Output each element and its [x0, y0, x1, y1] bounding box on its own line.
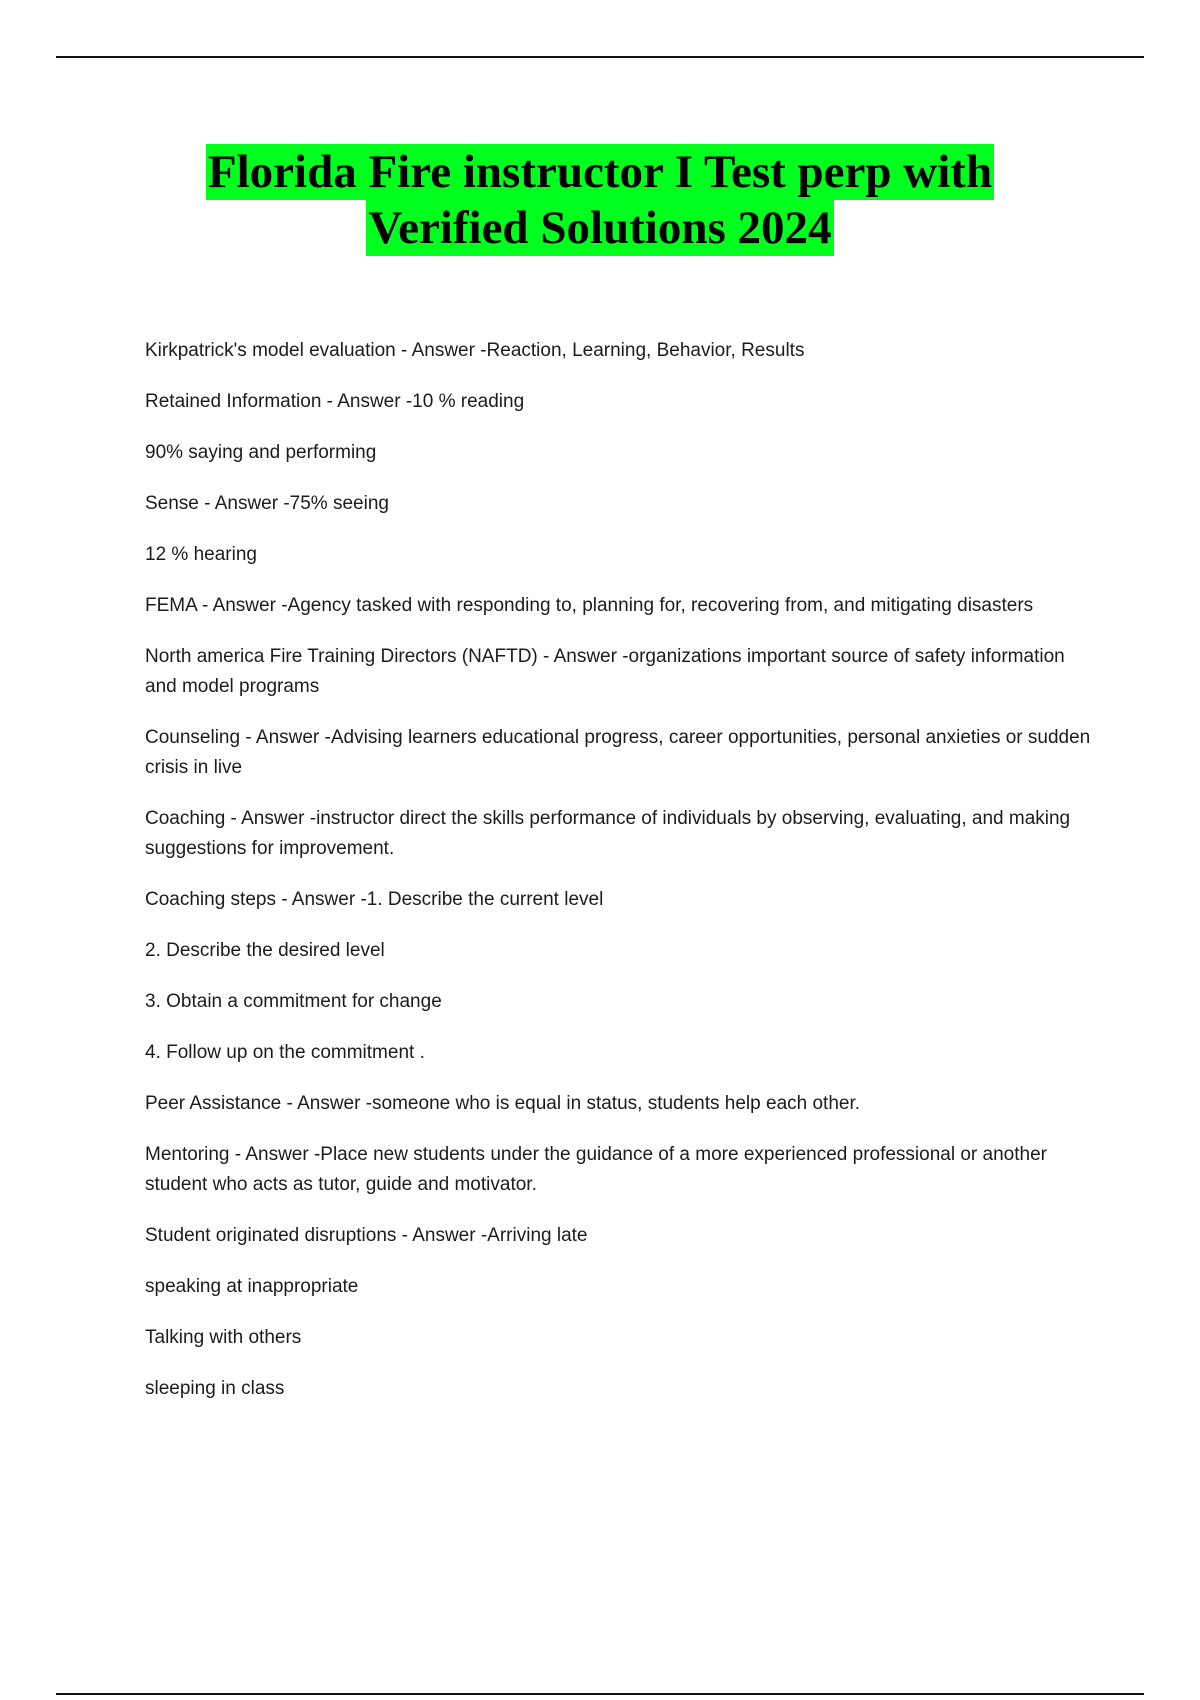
qa-entry: 90% saying and performing — [145, 442, 377, 463]
document-title — [0, 144, 1200, 256]
qa-entry: Sense - Answer -75% seeing — [145, 493, 389, 514]
qa-entry: 3. Obtain a commitment for change — [145, 991, 442, 1012]
qa-entry: Student originated disruptions - Answer -Arriving late — [145, 1225, 588, 1246]
top-rule — [56, 56, 1144, 58]
qa-entry: Mentoring - Answer -Place new students under the guidance of a more experienced professional or another student who acts as tutor, guide and motivator. — [145, 1144, 1047, 1195]
qa-entry: FEMA - Answer -Agency tasked with responding to, planning for, recovering from, and mitigating disasters — [145, 595, 1034, 616]
title-line-2: Verified Solutions 2024 — [368, 202, 832, 254]
qa-entry: speaking at inappropriate — [145, 1276, 359, 1297]
bottom-rule — [56, 1693, 1144, 1695]
qa-entry: 12 % hearing — [145, 544, 257, 565]
qa-entry: 4. Follow up on the commitment . — [145, 1042, 425, 1063]
qa-entry: Talking with others — [145, 1327, 302, 1348]
title-line-1: Florida Fire instructor I Test perp with — [207, 146, 993, 198]
qa-entry: North america Fire Training Directors (NAFTD) - Answer -organizations important source of safety information and model programs — [145, 646, 1065, 697]
qa-entry: Peer Assistance - Answer -someone who is equal in status, students help each other. — [145, 1093, 861, 1114]
qa-entry: Retained Information - Answer -10 % reading — [145, 391, 525, 412]
qa-entry: Counseling - Answer -Advising learners educational progress, career opportunities, personal anxieties or sudden crisis in live — [145, 727, 1091, 778]
qa-entry: Coaching - Answer -instructor direct the skills performance of individuals by observing, evaluating, and making suggestions for improvement. — [145, 808, 1071, 859]
qa-entry: Kirkpatrick's model evaluation - Answer -Reaction, Learning, Behavior, Results — [145, 340, 805, 361]
qa-entry: Coaching steps - Answer -1. Describe the current level — [145, 889, 604, 910]
qa-list — [145, 336, 1095, 1425]
qa-entry: 2. Describe the desired level — [145, 940, 385, 961]
qa-entry: sleeping in class — [145, 1378, 285, 1399]
